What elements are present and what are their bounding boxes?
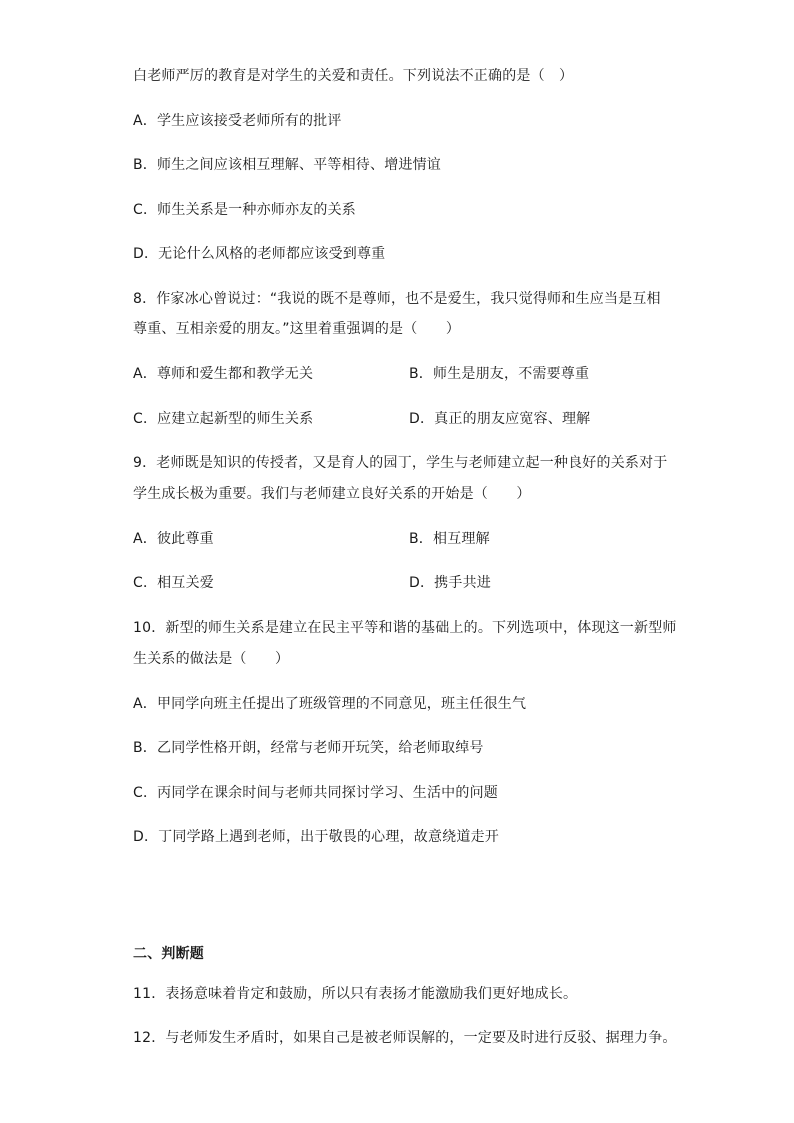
q9-option-b: B．相互理解 — [409, 531, 490, 547]
q7-option-b: B．师生之间应该相互理解、平等相待、增进情谊 — [133, 157, 442, 173]
q8-stem-line2: 尊重、互相亲爱的朋友。”这里着重强调的是（ ） — [133, 321, 461, 337]
q10-option-b: B．乙同学性格开朗，经常与老师开玩笑，给老师取绰号 — [133, 740, 484, 756]
q11-text: 11．表扬意味着肯定和鼓励，所以只有表扬才能激励我们更好地成长。 — [133, 986, 578, 1002]
q7-option-c: C．师生关系是一种亦师亦友的关系 — [133, 202, 356, 218]
q10-option-c: C．丙同学在课余时间与老师共同探讨学习、生活中的问题 — [133, 785, 498, 801]
q9-stem-line2: 学生成长极为重要。我们与老师建立良好关系的开始是（ ） — [133, 486, 531, 502]
q9-option-c: C．相互关爱 — [133, 575, 214, 591]
section-heading: 二、判断题 — [133, 946, 204, 962]
q8-option-b: B．师生是朋友，不需要尊重 — [409, 366, 590, 382]
q7-stem: 白老师严厉的教育是对学生的关爱和责任。下列说法不正确的是（ ） — [133, 68, 574, 84]
q8-option-a: A．尊师和爱生都和教学无关 — [133, 366, 314, 382]
q8-option-d: D．真正的朋友应宽容、理解 — [409, 411, 591, 427]
q10-stem-line2: 生关系的做法是（ ） — [133, 651, 290, 667]
q12-text: 12．与老师发生矛盾时，如果自己是被老师误解的，一定要及时进行反驳、据理力争。 — [133, 1030, 677, 1046]
q9-option-a: A．彼此尊重 — [133, 531, 214, 547]
q10-option-a: A．甲同学向班主任提出了班级管理的不同意见，班主任很生气 — [133, 696, 527, 712]
q8-option-c: C．应建立起新型的师生关系 — [133, 411, 314, 427]
q8-stem-line1: 8．作家冰心曾说过：“我说的既不是尊师，也不是爱生，我只觉得师和生应当是互相 — [133, 291, 661, 307]
q10-option-d: D．丁同学路上遇到老师，出于敬畏的心理，故意绕道走开 — [133, 829, 499, 845]
q10-stem-line1: 10．新型的师生关系是建立在民主平等和谐的基础上的。下列选项中，体现这一新型师 — [133, 620, 677, 636]
q9-stem-line1: 9．老师既是知识的传授者，又是育人的园丁，学生与老师建立起一种良好的关系对于 — [133, 455, 668, 471]
q9-option-d: D．携手共进 — [409, 575, 491, 591]
q7-option-a: A．学生应该接受老师所有的批评 — [133, 113, 342, 129]
q7-option-d: D．无论什么风格的老师都应该受到尊重 — [133, 246, 386, 262]
